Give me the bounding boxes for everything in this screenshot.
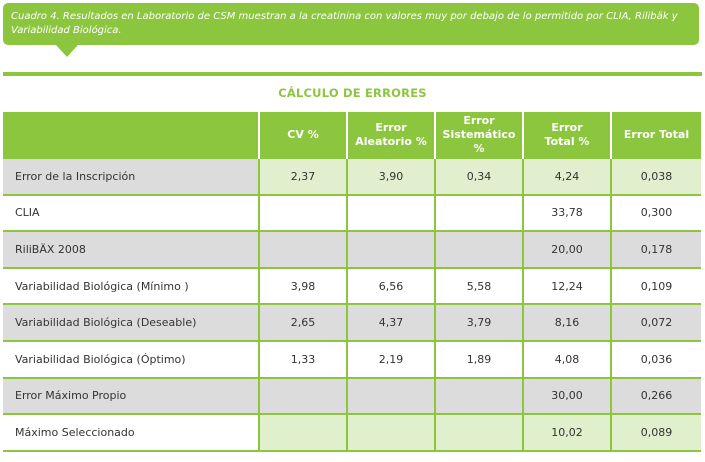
table-cell: 2,19 xyxy=(347,341,435,378)
table-cell: 8,16 xyxy=(523,304,611,341)
table-cell xyxy=(259,231,347,268)
table-row xyxy=(3,158,701,195)
table-cell: 4,37 xyxy=(347,304,435,341)
header-cell-error-total: Error Total xyxy=(611,112,701,158)
table-cell: 0,266 xyxy=(611,378,701,415)
table-cell: 2,65 xyxy=(259,304,347,341)
table-cell: 0,34 xyxy=(435,158,523,195)
header-cell-error-total-pct: Error Total % xyxy=(523,112,611,158)
table-cell xyxy=(347,195,435,232)
table-cell: 33,78 xyxy=(523,195,611,232)
table-cell xyxy=(347,378,435,415)
row-label: Variabilidad Biológica (Óptimo) xyxy=(3,341,259,378)
table-cell xyxy=(435,378,523,415)
row-label: Máximo Seleccionado xyxy=(3,414,259,451)
table-cell xyxy=(435,414,523,451)
table-cell xyxy=(435,231,523,268)
table-cell xyxy=(259,378,347,415)
table-cell: 12,24 xyxy=(523,268,611,305)
table-cell: 0,109 xyxy=(611,268,701,305)
header-row xyxy=(3,112,701,158)
table-row xyxy=(3,414,701,451)
row-label: Variabilidad Biológica (Mínimo ) xyxy=(3,268,259,305)
table-cell: 4,08 xyxy=(523,341,611,378)
header-cell-error-aleatorio: Error Aleatorio % xyxy=(347,112,435,158)
table-cell: 0,036 xyxy=(611,341,701,378)
table-cell: 3,98 xyxy=(259,268,347,305)
header-cell-cv: CV % xyxy=(259,112,347,158)
table-row xyxy=(3,304,701,341)
table-cell xyxy=(347,414,435,451)
table-cell: 30,00 xyxy=(523,378,611,415)
header-cell-error-sistematico: Error Sistemático % xyxy=(435,112,523,158)
caption-text: Cuadro 4. Resultados en Laboratorio de CSM muestran a la creatinina con valores muy por debajo de lo permitido por CLIA, Rilibäk y Variabilidad Biológica. xyxy=(11,11,678,36)
table-row xyxy=(3,378,701,415)
table-cell: 5,58 xyxy=(435,268,523,305)
table-cell: 0,178 xyxy=(611,231,701,268)
table-cell: 2,37 xyxy=(259,158,347,195)
row-label: CLIA xyxy=(3,195,259,232)
header-cell xyxy=(3,112,259,158)
table-cell: 20,00 xyxy=(523,231,611,268)
table-cell: 3,79 xyxy=(435,304,523,341)
row-label: Error Máximo Propio xyxy=(3,378,259,415)
table-cell: 1,33 xyxy=(259,341,347,378)
table-cell: 6,56 xyxy=(347,268,435,305)
row-label: Error de la Inscripción xyxy=(3,158,259,195)
table-cell: 0,089 xyxy=(611,414,701,451)
table-cell: 0,072 xyxy=(611,304,701,341)
table-row xyxy=(3,231,701,268)
table-cell xyxy=(259,195,347,232)
table-row xyxy=(3,341,701,378)
table-cell: 0,300 xyxy=(611,195,701,232)
table-cell xyxy=(435,195,523,232)
table-cell: 10,02 xyxy=(523,414,611,451)
row-label: Variabilidad Biológica (Deseable) xyxy=(3,304,259,341)
table-cell: 0,038 xyxy=(611,158,701,195)
table-title: CÁLCULO DE ERRORES xyxy=(278,86,427,100)
table-cell xyxy=(347,231,435,268)
table-row xyxy=(3,195,701,232)
table-cell xyxy=(259,414,347,451)
caption-box xyxy=(3,3,699,45)
table-cell: 1,89 xyxy=(435,341,523,378)
caption-pointer xyxy=(56,45,78,57)
errors-table xyxy=(3,112,701,452)
table-cell: 3,90 xyxy=(347,158,435,195)
table-cell: 4,24 xyxy=(523,158,611,195)
table-row xyxy=(3,268,701,305)
row-label: RiliBÄX 2008 xyxy=(3,231,259,268)
top-rule xyxy=(3,72,702,76)
